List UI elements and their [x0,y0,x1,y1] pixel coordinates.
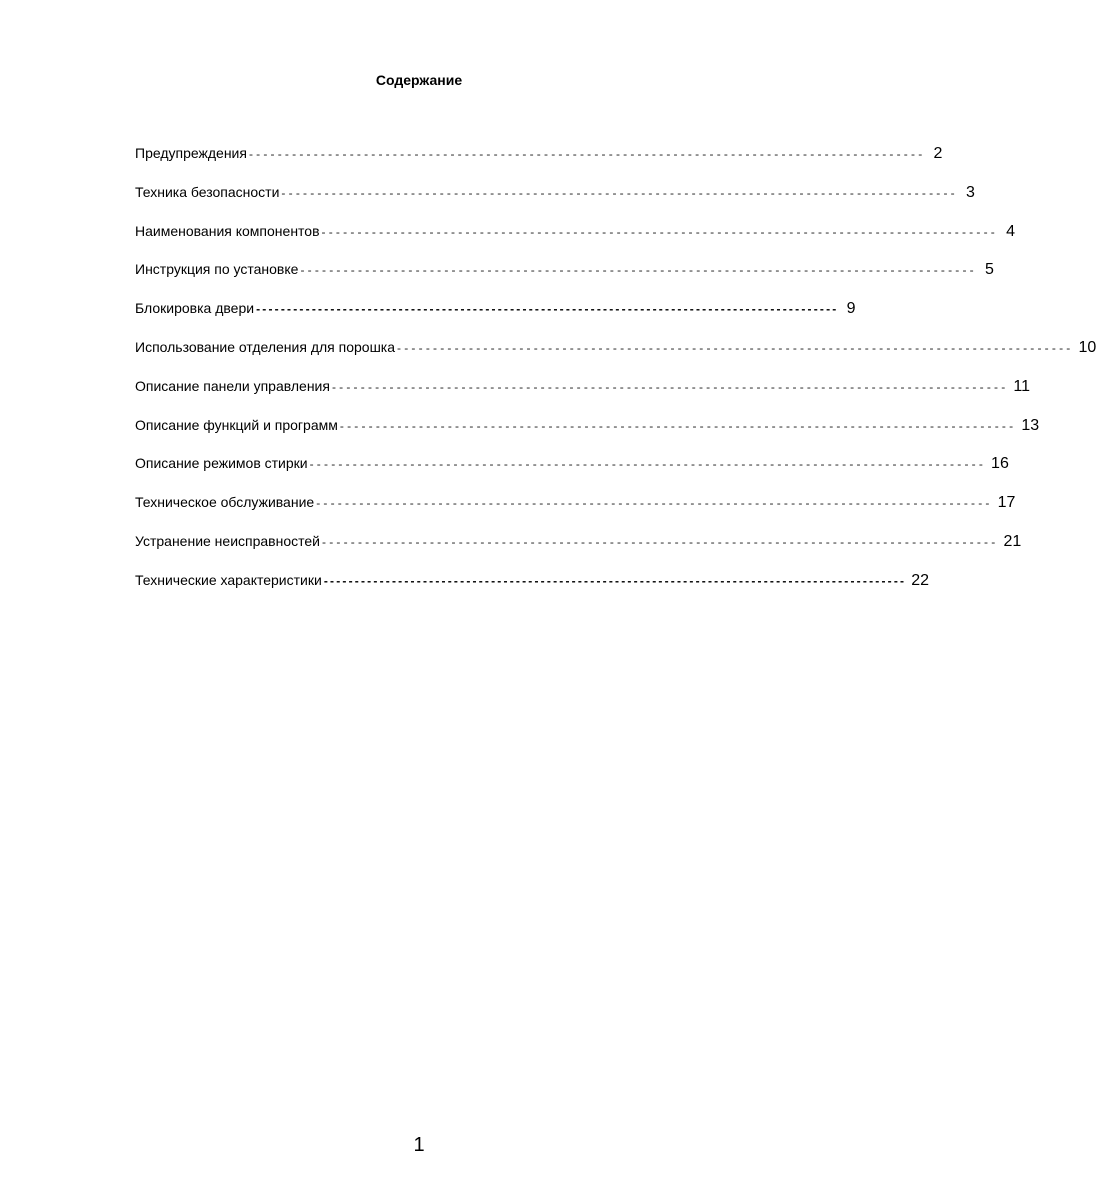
toc-item-label: Технические характеристики [135,571,322,588]
dot-leader: ---------------------------------------------------------------------------------------------- [300,263,977,278]
toc-item-page: 10 [1078,338,1096,356]
toc-item[interactable] [135,531,1022,570]
dot-leader: ---------------------------------------------------------------------------------------------- [281,185,958,200]
dot-leader: ---------------------------------------------------------------------------------------------- [323,573,907,588]
toc-item-page: 4 [1006,222,1015,240]
toc-item-page: 16 [991,455,1009,473]
toc-item-label: Описание режимов стирки [135,455,308,472]
toc-item-page: 13 [1021,416,1040,434]
toc-item-page: 2 [933,145,943,162]
dot-leader: ---------------------------------------------------------------------------------------------- [397,340,1074,355]
toc-item[interactable] [135,182,975,221]
toc-item[interactable] [135,570,930,609]
toc-item-page: 11 [1013,377,1031,395]
toc-item-label: Инструкция по установке [135,261,299,278]
toc-item-label: Техническое обслуживание [135,494,315,511]
dot-leader: ---------------------------------------------------------------------------------------------- [331,379,1009,394]
toc-item[interactable] [135,376,1031,415]
toc-item[interactable] [135,259,994,298]
toc-item-page: 21 [1003,532,1022,550]
dot-leader: ---------------------------------------------------------------------------------------------- [248,147,926,161]
toc-item-page: 17 [997,494,1016,512]
toc-item[interactable] [135,143,943,182]
toc-item-label: Устранение неисправностей [135,532,320,549]
toc-item-label: Наименования компонентов [135,222,320,239]
toc-item-label: Описание функций и программ [135,416,338,433]
toc-item[interactable] [135,453,1009,492]
toc-item-label: Блокировка двери [135,300,255,317]
toc-item[interactable] [135,221,1015,260]
dot-leader: ---------------------------------------------------------------------------------------------- [309,457,987,472]
toc-item-label: Использование отделения для порошка [135,338,396,355]
toc-item-page: 22 [911,571,930,589]
toc-item-page: 5 [984,261,994,279]
page-title: Содержание [375,72,463,88]
toc-item-label: Техника безопасности [135,183,280,200]
toc-item-page: 3 [965,183,975,201]
toc-item[interactable] [135,492,1016,531]
toc-item-label: Описание панели управления [135,377,330,394]
toc-item[interactable] [135,415,1040,454]
page-number: 1 [413,1134,425,1156]
dot-leader: ---------------------------------------------------------------------------------------------- [321,224,998,239]
toc-item[interactable] [135,298,856,337]
dot-leader: ---------------------------------------------------------------------------------------------- [316,496,993,511]
toc-item-page: 9 [846,300,856,318]
toc-item-label: Предупреждения [135,145,247,161]
toc-item[interactable] [135,337,1096,376]
dot-leader: ---------------------------------------------------------------------------------------------- [339,418,1017,433]
dot-leader: ---------------------------------------------------------------------------------------------- [322,534,999,549]
table-of-contents [135,143,1096,609]
dot-leader: ---------------------------------------------------------------------------------------------- [256,302,839,317]
